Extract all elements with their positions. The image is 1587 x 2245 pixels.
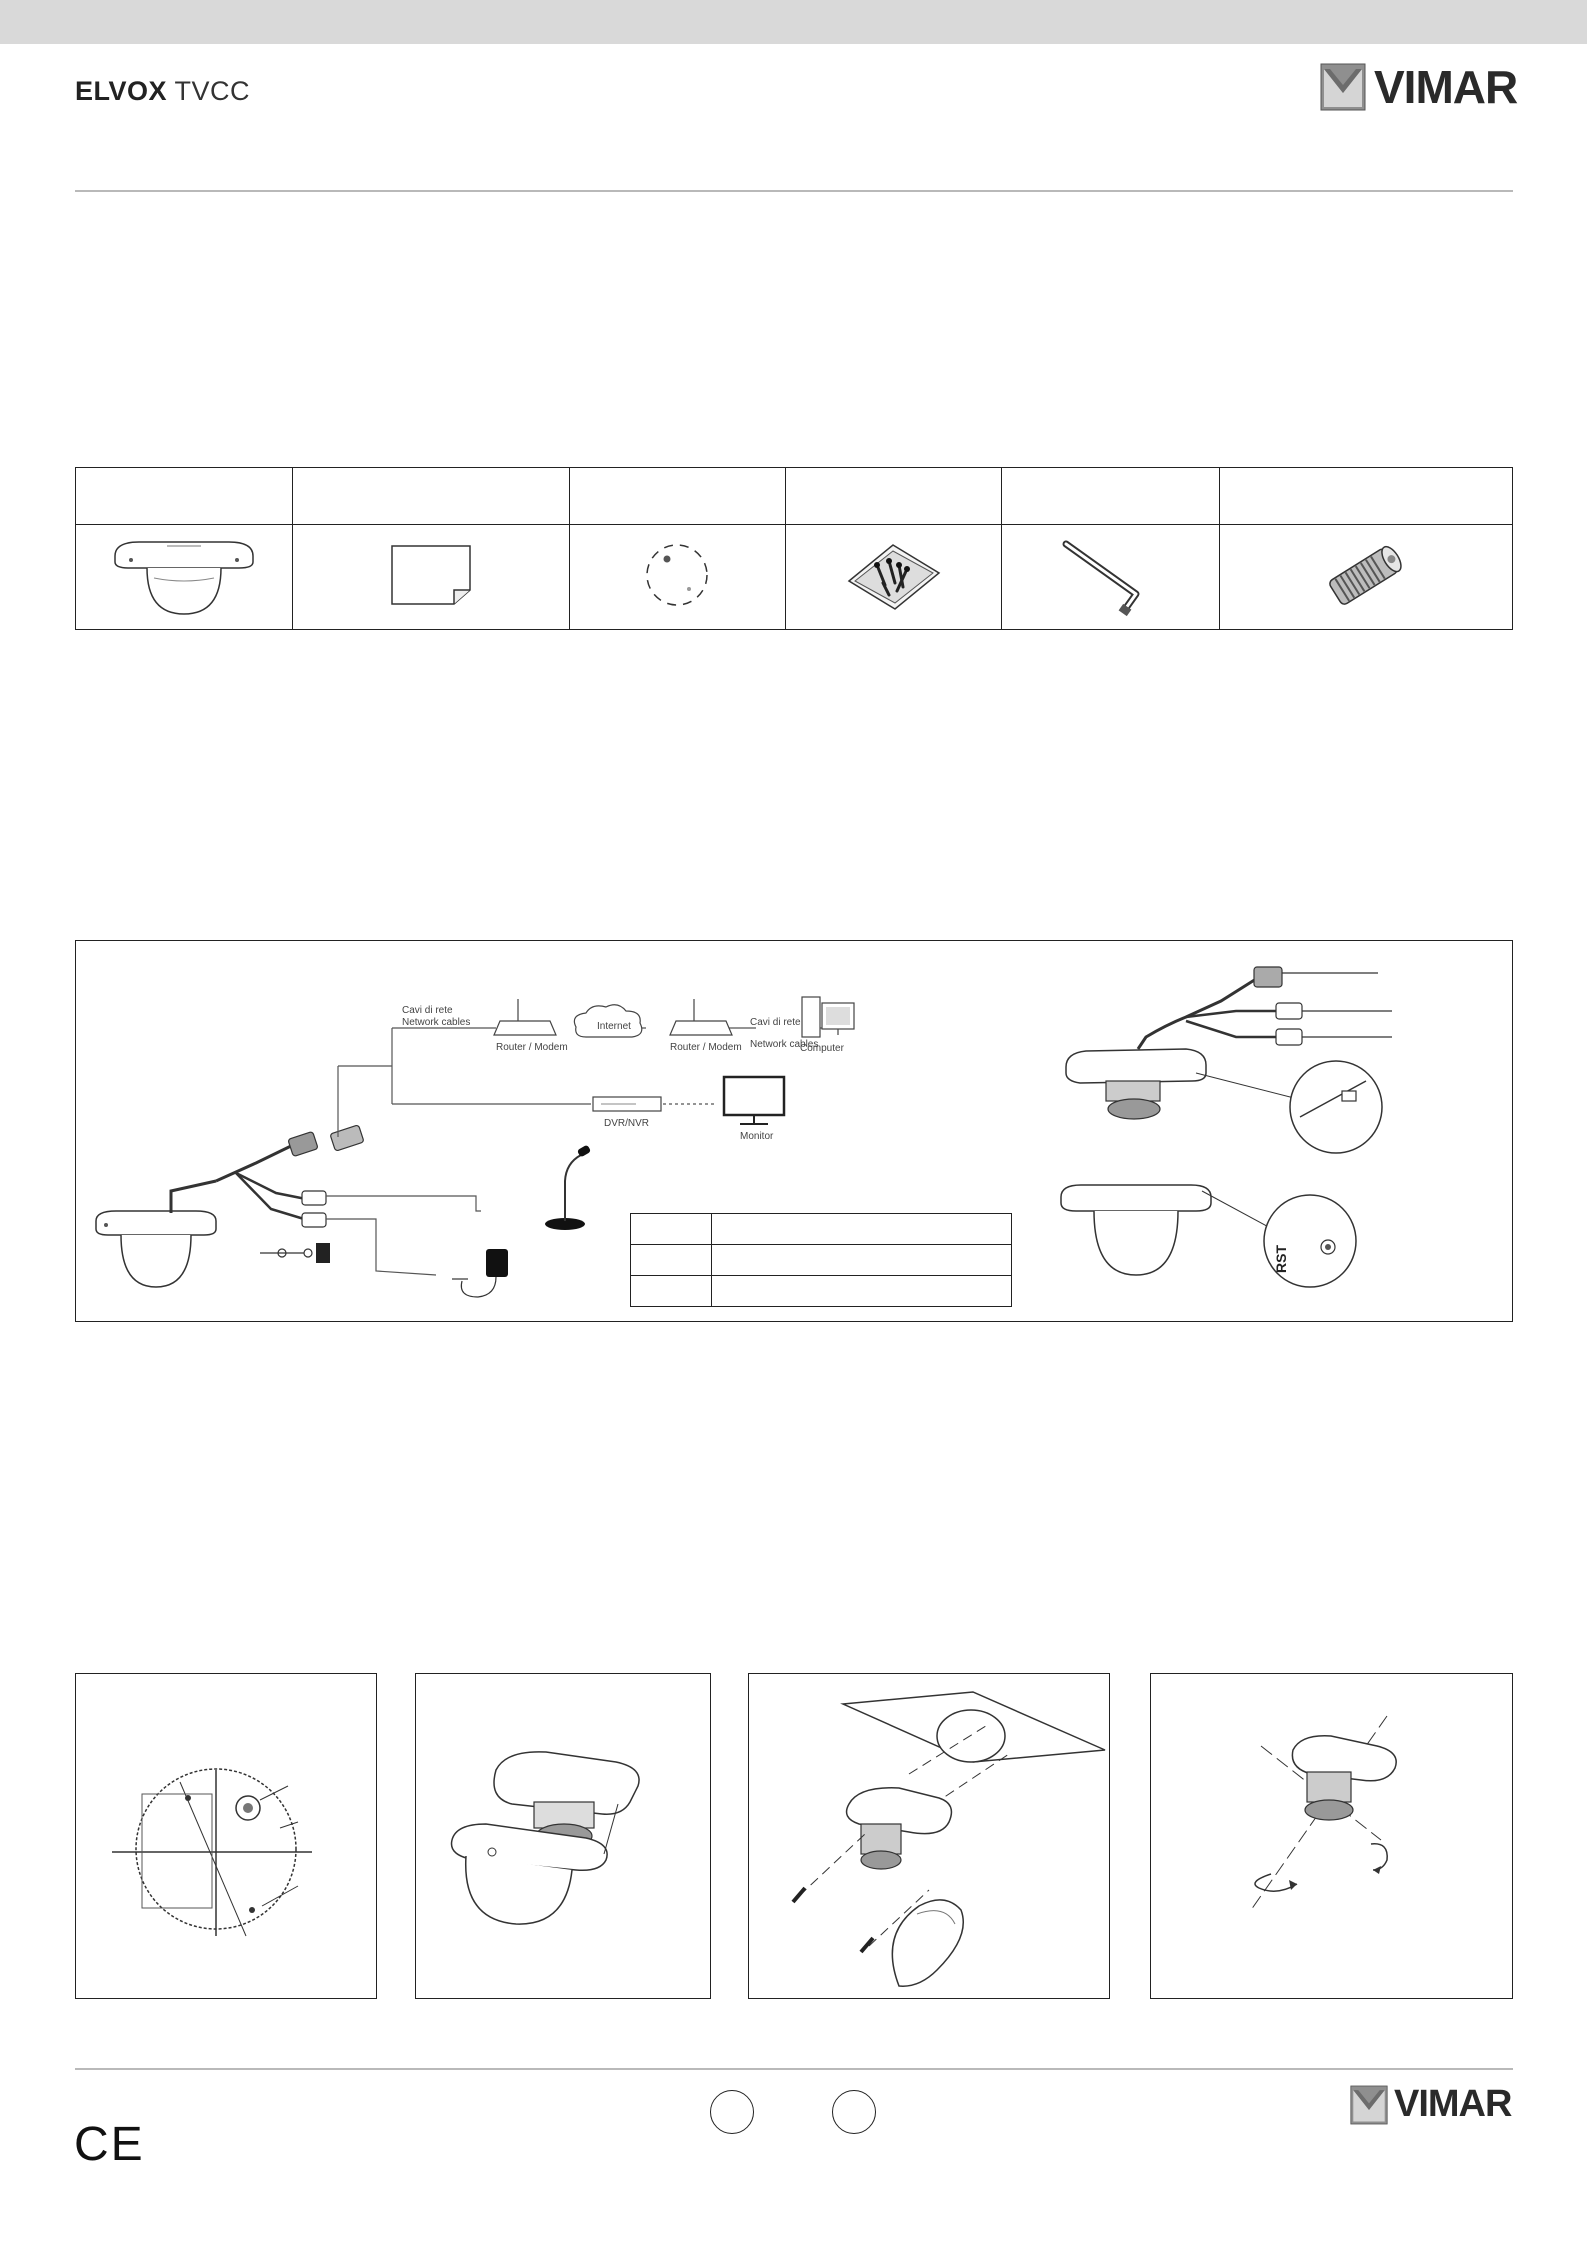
brand-light: TVCC [174,76,251,106]
vimar-wordmark: VIMAR [1374,61,1518,113]
legend-cell [631,1276,712,1307]
install-step-4-box [1150,1673,1513,1999]
connection-diagram-box [75,940,1513,1322]
vimar-logo-bottom [1350,2083,1511,2126]
dome-camera-icon [109,532,259,618]
legend-cell [631,1214,712,1245]
contents-cell-circle [569,525,785,630]
contents-header-cell-4 [786,468,1002,525]
footer-circle-2 [832,2090,876,2134]
drilling-template-diagram [76,1674,376,1998]
power-adapter-icon [452,1249,508,1297]
computer-label: Computer [800,1043,844,1054]
dvr-icon [593,1097,661,1111]
legend-cell [631,1245,712,1276]
package-contents-table [75,467,1513,630]
network-label-it-2: Cavi di rete [750,1017,801,1028]
footer-circle-1 [710,2090,754,2134]
footer-rule [75,2068,1513,2070]
router-right-icon [670,999,732,1035]
install-step-1-box [75,1673,377,1999]
diagram-camera [96,1125,364,1287]
screws-pack-icon [839,535,949,615]
monitor-label: Monitor [740,1131,774,1142]
contents-header-cell-3 [569,468,785,525]
microphone-icon [545,1145,591,1230]
vimar-mark-icon [1320,63,1366,111]
reset-label: RST [1273,1245,1289,1273]
camera-exploded-view [1061,967,1392,1287]
router-left-icon [494,999,556,1035]
waterproof-connector-icon [1316,535,1416,615]
contents-cell-template [292,525,569,630]
package-contents-header-row [76,468,1513,525]
brand-title [75,76,250,107]
install-step-3-box [748,1673,1110,1999]
network-label-en: Network cables [402,1017,471,1028]
vimar-mark-icon [1350,2085,1388,2125]
dome-removal-diagram [416,1674,710,1998]
contents-header-cell-6 [1219,468,1512,525]
vimar-logo-top [1320,60,1517,114]
legend-row [631,1214,1012,1245]
legend-table [630,1213,1012,1307]
dvr-label: DVR/NVR [604,1118,650,1129]
legend-row [631,1245,1012,1276]
allen-key-icon [1056,532,1166,618]
computer-icon [802,997,854,1037]
top-band [0,0,1587,44]
legend-row [631,1276,1012,1307]
legend-cell [712,1214,1012,1245]
dashed-circle-template-icon [637,535,717,615]
vimar-wordmark: VIMAR [1394,2083,1512,2125]
contents-header-cell-2 [292,468,569,525]
ce-mark: CE [74,2118,145,2171]
contents-cell-connector [1219,525,1512,630]
network-label-en-2: Network cables [750,1039,819,1050]
legend-cell [712,1245,1012,1276]
install-step-2-box [415,1673,711,1999]
legend-cell [712,1276,1012,1307]
drilling-template-icon [386,540,476,610]
internet-label: Internet [597,1021,631,1032]
brand-bold: ELVOX [75,76,168,106]
contents-cell-screws [786,525,1002,630]
ceiling-mount-diagram [749,1674,1109,1998]
router-left-label: Router / Modem [496,1042,568,1053]
network-label-it: Cavi di rete [402,1005,453,1016]
contents-cell-camera [76,525,293,630]
router-right-label: Router / Modem [670,1042,742,1053]
lens-adjust-diagram [1151,1674,1512,1998]
contents-header-cell-5 [1002,468,1219,525]
package-contents-image-row [76,525,1513,630]
monitor-icon [724,1077,784,1124]
contents-header-cell-1 [76,468,293,525]
contents-cell-allen-key [1002,525,1219,630]
header-rule [75,190,1513,192]
